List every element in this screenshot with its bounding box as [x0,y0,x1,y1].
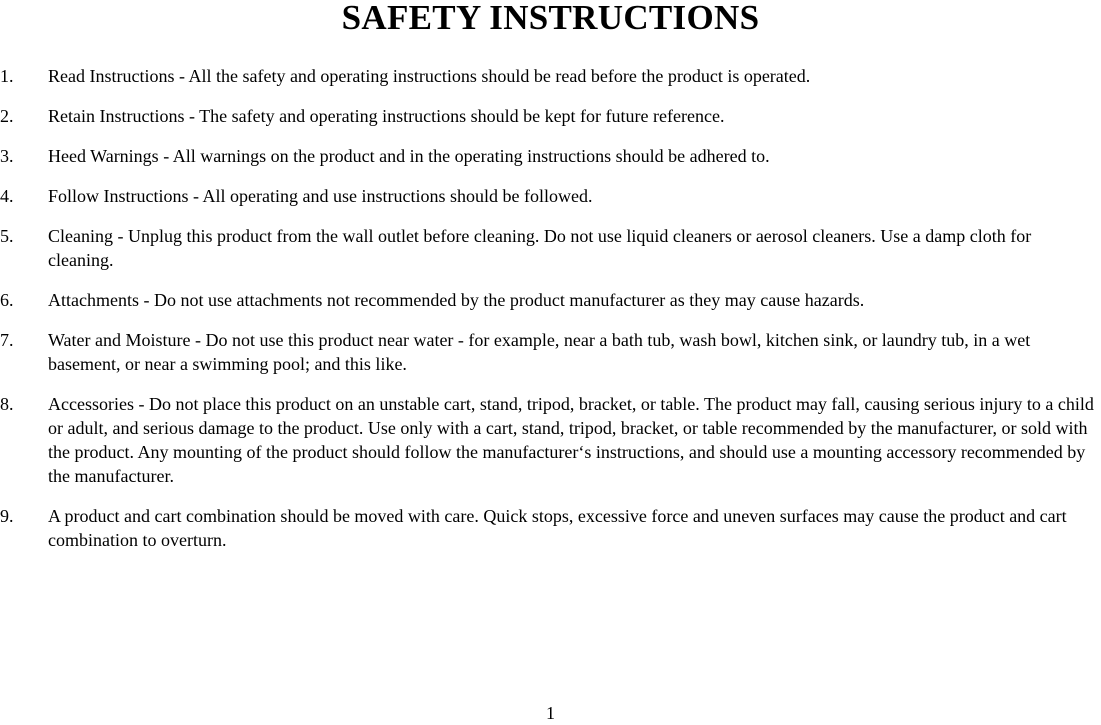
list-item [0,184,1101,208]
safety-instructions-list [0,64,1101,568]
list-item [0,104,1101,128]
page-title: SAFETY INSTRUCTIONS [341,0,760,37]
item-number: 3. [0,146,14,166]
list-item [0,392,1101,488]
item-text: Retain Instructions - The safety and operating instructions should be kept for future reference. [48,106,725,126]
item-number: 6. [0,290,14,310]
item-text: Cleaning - Unplug this product from the wall outlet before cleaning. Do not use liquid cleaners or aerosol cleaners. Use a damp cloth for cleaning. [48,226,1032,270]
item-number: 9. [0,506,14,526]
item-number: 1. [0,66,14,86]
item-text: Attachments - Do not use attachments not recommended by the product manufacturer as they may cause hazards. [48,290,865,310]
list-item [0,64,1101,88]
page-number: 1 [546,703,555,723]
list-item [0,144,1101,168]
list-item [0,504,1101,552]
list-item [0,288,1101,312]
item-number: 5. [0,226,14,246]
item-number: 2. [0,106,14,126]
list-item [0,224,1101,272]
item-text: Read Instructions - All the safety and operating instructions should be read before the product is operated. [48,66,811,86]
item-text: Accessories - Do not place this product on an unstable cart, stand, tripod, bracket, or table. The product may fall, causing serious injury to a child or adult, and serious damage to the product. Use only with a cart, stand, tripod, bracket, or table recommended by the manufacturer, or sold with the product. Any mounting of the product should follow the manufacturer‘s instructions, and should use a mounting accessory recommended by the manufacturer. [48,394,1094,486]
item-text: Follow Instructions - All operating and use instructions should be followed. [48,186,593,206]
item-text: Water and Moisture - Do not use this product near water - for example, near a bath tub, wash bowl, kitchen sink, or laundry tub, in a wet basement, or near a swimming pool; and this like. [48,330,1031,374]
item-number: 8. [0,394,14,414]
item-text: Heed Warnings - All warnings on the product and in the operating instructions should be adhered to. [48,146,770,166]
item-number: 7. [0,330,14,350]
item-number: 4. [0,186,14,206]
item-text: A product and cart combination should be moved with care. Quick stops, excessive force and uneven surfaces may cause the product and cart combination to overturn. [48,506,1067,550]
list-item [0,328,1101,376]
